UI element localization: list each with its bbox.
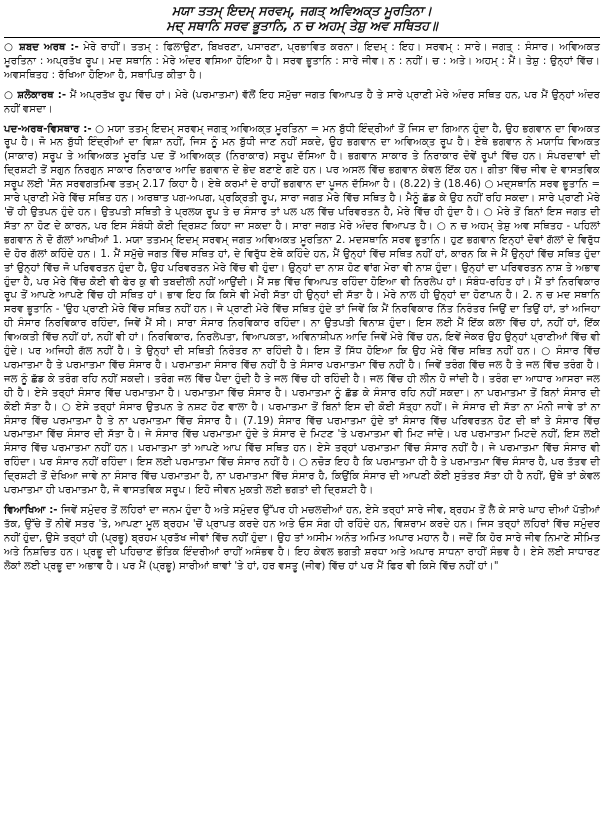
pad-arth-heading: ਪਦ-ਅਰਥ-ਵਿਸਥਾਰ :- [4, 123, 92, 135]
shabad-arth-text: ਮੇਰੇ ਰਾਹੀਂ। ਤਤਮ੍ : ਫਿਲਾਉਣਾ, ਬਿਖਰਣਾ, ਪਸਾਰਣਾ, ਪ੍ਰਭਾਵਿਤ ਕਰਨਾ। ਇਦਮ੍ : ਇਹ। ਸਰਵਮ੍ : ਸਾਰੇ। ਜਗਤ੍ : ਸੰਸਾਰ। ਅਵਿਅਕਤ ਮੂਰਤਿਨਾ : ਅਪ੍ਰਤੱਖ ਰੂਪ। ਮਦ ਸਥਾਨਿ : ਮੇਰੇ ਅੰਦਰ ਵਸਿਆ ਹੋਇਆ ਹੈ। ਸਰਵ ਭੂਤਾਨਿ : ਸਾਰੇ ਜੀਵ। ਨ : ਨਹੀਂ। ਚ : ਅਤੇ। ਅਹਮ੍ : ਮੈਂ। ਤੇਸ਼ੁ : ਉਨ੍ਹਾਂ ਵਿੱਚ। ਅਵਸਥਿਤਹ : ਰੱਖਿਆ ਹੋਇਆ ਹੈ, ਸਥਾਪਿਤ ਕੀਤਾ ਹੈ। [4, 42, 600, 81]
shlokarth-section [4, 89, 600, 117]
viakhia-text: ਜਿਵੇਂ ਸਮੁੰਦਰ ਤੋਂ ਲਹਿਰਾਂ ਦਾ ਜਨਮ ਹੁੰਦਾ ਹੈ ਅਤੇ ਸਮੁੰਦਰ ਉੱਪਰ ਹੀ ਮਚਲਦੀਆਂ ਹਨ, ਏਸੇ ਤਰ੍ਹਾਂ ਸਾਰੇ ਜੀਵ, ਬ੍ਰਹਮ ਤੋਂ ਲੈ ਕੇ ਸਾਰੇ ਘਾਹ ਦੀਆਂ ਪੱਤੀਆਂ ਤੱਕ, ਉੱਚੇ ਤੋਂ ਨੀਵੇਂ ਸਤਰ 'ਤੇ, ਆਪਣਾ ਮੂਲ ਬ੍ਰਹਮ 'ਚੋਂ ਪ੍ਰਾਪਤ ਕਰਦੇ ਹਨ ਅਤੇ ਓਸ ਸੰਗ ਹੀ ਰਹਿੰਦੇ ਹਨ, ਵਿਸ਼ਰਾਮ ਕਰਦੇ ਹਨ। ਜਿਸ ਤਰ੍ਹਾਂ ਲਹਿਰਾਂ ਵਿੱਚ ਸਮੁੰਦਰ ਨਹੀਂ ਹੁੰਦਾ, ਉਸੇ ਤਰ੍ਹਾਂ ਹੀ (ਪ੍ਰਭੂ) ਬ੍ਰਹਮ ਪ੍ਰਤੱਖ ਜੀਵਾਂ ਵਿੱਚ ਨਹੀਂ ਹੁੰਦਾ। ਉਹ ਤਾਂ ਅਸੀਮ ਅਨੰਤ ਅਮਿਤ ਅਪਾਰ ਮਹਾਨ ਹੈ। ਜਦੋਂ ਕਿ ਹੋਰ ਸਾਰੇ ਜੀਵ ਨਿਮਾਣੇ ਸੀਮਿਤ ਅਤੇ ਨਿਸ਼ਚਿਤ ਹਨ। ਪ੍ਰਭੂ ਦੀ ਪਹਿਚਾਣ ਭੌਤਿਕ ਇੰਦਰੀਆਂ ਰਾਹੀਂ ਅਸੰਭਵ ਹੈ। ਇਹ ਕੇਵਲ ਭਗਤੀ ਸ਼ਰਧਾ ਅਤੇ ਅਪਾਰ ਸਾਧਨਾ ਰਾਹੀਂ ਸੰਭਵ ਹੈ। ਏਸੇ ਲਈ ਸਾਧਾਰਣ ਲੋਕਾਂ ਲਈ ਪ੍ਰਭੂ ਦਾ ਅਭਾਵ ਹੈ। ਪਰ ਮੈਂ (ਪ੍ਰਭੂ) ਸਾਰੀਆਂ ਥਾਵਾਂ 'ਤੇ ਹਾਂ, ਹਰ ਵਸਤੂ (ਜੀਵ) ਵਿੱਚ ਹਾਂ ਪਰ ਮੈਂ ਫਿਰ ਵੀ ਕਿਸੇ ਵਿੱਚ ਨਹੀਂ ਹਾਂ।" [4, 505, 600, 572]
divider [4, 37, 600, 38]
shabad-arth-section [4, 41, 600, 83]
viakhia-heading: ਵਿਆਖਿਆ :- [4, 505, 58, 516]
shlokarth-heading: ○ ਸ਼ਲੋਕਾਰਥ :- [4, 89, 67, 101]
shlokarth-text: ਮੈਂ ਅਪ੍ਰਤੱਖ ਰੂਪ ਵਿੱਚ ਹਾਂ। ਮੇਰੇ (ਪਰਮਾਤਮਾ) ਵੱਲੋਂ ਇਹ ਸਮੁੱਚਾ ਜਗਤ ਵਿਆਪਤ ਹੈ ਤੇ ਸਾਰੇ ਪ੍ਰਾਣੀ ਮੇਰੇ ਅੰਦਰ ਸਥਿਤ ਹਨ, ਪਰ ਮੈਂ ਉਨ੍ਹਾਂ ਅੰਦਰ ਨਹੀਂ ਵਸਦਾ। [4, 89, 600, 115]
viakhia-section [4, 504, 600, 574]
verse-line-2: ਮਦ੍ ਸਥਾਨਿ ਸਰਵ ਭੂਤਾਨਿ, ਨ ਚ ਅਹਮ੍ ਤੇਸ਼ੁ ਅਵ ਸਥਿਤਹ॥ [166, 18, 438, 33]
shabad-arth-heading: ○ ਸ਼ਬਦ ਅਰਥ :- [4, 42, 79, 53]
pad-arth-section [4, 123, 600, 498]
verse-line-1: ਮਯਾ ਤਤਮ੍ ਇਦਮ੍ ਸਰਵਮ੍, ਜਗਤ੍ ਅਵਿਅਕ੍ਤ ਮੂਰਤਿਨਾ। [171, 3, 433, 18]
pad-arth-text: ○ ਮਯਾ ਤਤਮ੍ ਇਦਮ੍ ਸਰਵਮ੍ ਜਗਤ੍ ਅਵਿਅਕ੍ਤ ਮੂਰਤਿਨਾ = ਮਨ ਬੁੱਧੀ ਇੰਦ੍ਰੀਆਂ ਤੋਂ ਜਿਸ ਦਾ ਗਿਆਨ ਹੁੰਦਾ ਹੈ, ਉਹ ਭਗਵਾਨ ਦਾ ਵਿਅਕਤ ਰੂਪ ਹੈ। ਜੋ ਮਨ ਬੁੱਧੀ ਇੰਦ੍ਰੀਆਂ ਦਾ ਵਿਸ਼ਾ ਨਹੀਂ, ਜਿਸ ਨੂੰ ਮਨ ਬੁੱਧੀ ਜਾਣ ਨਹੀਂ ਸਕਦੇ, ਉਹ ਭਗਵਾਨ ਦਾ ਅਵਿਅਕ੍ਤ ਰੂਪ ਹੈ। ਏਥੇ ਭਗਵਾਨ ਨੇ ਮਯਾਧਿ ਵਿਅਕਤ (ਸਾਕਾਰ) ਸਰੂਪ ਤੇ ਅਵਿਅਕਤ ਮੂਰਤਿ ਪਦ ਤੋਂ ਅਵਿਅਕ੍ਤ (ਨਿਰਾਕਾਰ) ਸਰੂਪ ਦੱਸਿਆ ਹੈ। ਭਗਵਾਨ ਸਾਕਾਰ ਤੇ ਨਿਰਾਕਾਰ ਦੋਵੇਂ ਰੂਪਾਂ ਵਿੱਚ ਹਨ। ਸੰਪਰਦਾਵਾਂ ਦੀ ਦ੍ਰਿਸ਼ਟੀ ਤੋਂ ਸਗੁਨ ਨਿਰਗੁਨ ਸਾਕਾਰ ਨਿਰਾਕਾਰ ਆਦਿ ਭਗਵਾਨ ਦੇ ਭੇਦ ਬਣਾਏ ਗਏ ਹਨ। ਪਰ ਅਸਲ ਵਿੱਚ ਭਗਵਾਨ ਕੇਵਲ ਇੱਕ ਹਨ। ਗੀਤਾ ਵਿੱਚ ਜੀਵ ਦੇ ਵਾਸਤਵਿਕ ਸਰੂਪ ਲਈ 'ਸੋਨ ਸਰਵਗਤਮਿਵ ਤਤਮ੍ 2.17 ਕਿਹਾ ਹੈ। ਏਥੇ ਕਰਮਾਂ ਦੇ ਰਾਹੀਂ ਭਗਵਾਨ ਦਾ ਪੂਜਨ ਦੱਸਿਆ ਹੈ। (8.22) ਤੇ (18.46) ○ ਮਦ੍ਸਥਾਨਿ ਸਰਵ ਭੂਤਾਨਿ = ਸਾਰੇ ਪ੍ਰਾਣੀ ਮੇਰੇ ਵਿੱਚ ਸਥਿਤ ਹਨ। ਅਰਥਾਤ ਪਗ-ਅਪਗ, ਪ੍ਰਕ੍ਰਿਤੀ ਰੂਪ, ਸਾਰਾ ਜਗਤ ਮੇਰੇ ਵਿੱਚ ਸਥਿਤ ਹੈ। ਮੈਨੂੰ ਛੱਡ ਕੇ ਉਹ ਨਹੀਂ ਰਹਿ ਸਕਦਾ। ਸਾਰੇ ਪ੍ਰਾਣੀ ਮੇਰੇ 'ਚੋਂ ਹੀ ਉਤਪਨ ਹੁੰਦੇ ਹਨ। ਉਤਪਤੀ ਸਥਿਤੀ ਤੇ ਪ੍ਰਲਯ ਰੂਪ ਤੇ ਚ ਸੰਸਾਰ ਤਾਂ ਪਲ ਪਲ ਵਿੱਚ ਪਰਿਵਰਤਨ ਹੈ, ਮੇਰੇ ਵਿੱਚ ਹੀ ਹੁੰਦਾ ਹੈ। ○ ਮੇਰੇ ਤੋਂ ਬਿਨਾਂ ਇਸ ਜਗਤ ਦੀ ਸੱਤਾ ਨਾ ਹੋਣ ਦੇ ਕਾਰਨ, ਪਰ ਇਸ ਸੰਬੰਧੀ ਕੋਈ ਦ੍ਰਿਸ਼ਟ ਕਿਹਾ ਜਾ ਸਕਦਾ ਹੈ। ਸਾਰਾ ਜਗਤ ਮੇਰੇ ਅੰਦਰ ਵਿਆਪਤ ਹੈ। ○ ਨ ਚ ਅਹਮ੍ ਤੇਸ਼ੁ ਅਵ ਸਥਿਤਹ - ਪਹਿਲਾਂ ਭਗਵਾਨ ਨੇ ਦੋ ਗੱਲਾਂ ਆਖੀਆਂ 1. ਮਯਾ ਤਤਮਮ੍ ਇਦਮ੍ ਸਰਵਮ੍ ਜਗਤ ਅਵਿਅਕਤ ਮੂਰਤਿਨਾ 2. ਮਦਸਥਾਨਿ ਸਰਵ ਭੂਤਾਨਿ। ਹੁਣ ਭਗਵਾਨ ਇਨ੍ਹਾਂ ਦੋਵਾਂ ਗੱਲਾਂ ਦੇ ਵਿਰੁੱਧ ਦੋ ਹੋਰ ਗੱਲਾਂ ਕਹਿੰਦੇ ਹਨ। 1. ਮੈਂ ਸਮੁੱਚੇ ਜਗਤ ਵਿੱਚ ਸਥਿਤ ਹਾਂ, ਦੇ ਵਿਰੁੱਧ ਏਥੇ ਕਹਿੰਦੇ ਹਨ, ਮੈਂ ਉਨ੍ਹਾਂ ਵਿੱਚ ਸਥਿਤ ਨਹੀਂ ਹਾਂ, ਕਾਰਨ ਕਿ ਜੇ ਮੈਂ ਉਨ੍ਹਾਂ ਵਿੱਚ ਸਥਿਤ ਹੁੰਦਾ ਤਾਂ ਉਨ੍ਹਾਂ ਵਿੱਚ ਜੋ ਪਰਿਵਰਤਨ ਹੁੰਦਾ ਹੈ, ਉਹ ਪਰਿਵਰਤਨ ਮੇਰੇ ਵਿੱਚ ਵੀ ਹੁੰਦਾ। ਉਨ੍ਹਾਂ ਦਾ ਨਾਸ਼ ਹੋਣ ਵਾਂਗ ਮੇਰਾ ਵੀ ਨਾਸ਼ ਹੁੰਦਾ। ਉਨ੍ਹਾਂ ਦਾ ਪਰਿਵਰਤਨ ਨਾਸ਼ ਤੇ ਅਭਾਵ ਹੁੰਦਾ ਹੈ, ਪਰ ਮੇਰੇ ਵਿੱਚ ਕੋਈ ਵੀ ਫੇਰ ਕੁ ਵੀ ਤਬਦੀਲੀ ਨਹੀਂ ਆਉਂਦੀ। ਮੈਂ ਸਭ ਵਿੱਚ ਵਿਆਪਤ ਰਹਿੰਦਾ ਹੋਇਆ ਵੀ ਨਿਰਲੇਪ ਹਾਂ। ਸੰਬੰਧ-ਰਹਿਤ ਹਾਂ। ਮੈਂ ਤਾਂ ਨਿਰਵਿਕਾਰ ਰੂਪ ਤੋਂ ਆਪਣੇ ਆਪਣੇ ਵਿੱਚ ਹੀ ਸਥਿਤ ਹਾਂ। ਭਾਵ ਇਹ ਕਿ ਕਿਸੇ ਵੀ ਮੇਰੀ ਸੱਤਾ ਹੀ ਉਨ੍ਹਾਂ ਦੀ ਸੱਤਾ ਹੈ। ਮੇਰੇ ਨਾਲ ਹੀ ਉਨ੍ਹਾਂ ਦਾ ਹੋਣਾਪਨ ਹੈ। 2. ਨ ਚ ਮਦ ਸਥਾਨਿ ਸਰਵ ਭੂਤਾਨਿ - 'ਉਹ ਪ੍ਰਾਣੀ ਮੇਰੇ ਵਿੱਚ ਸਥਿਤ ਨਹੀਂ ਹਨ। ਜੇ ਪ੍ਰਾਣੀ ਮੇਰੇ ਵਿੱਚ ਸਥਿਤ ਹੁੰਦੇ ਤਾਂ ਜਿਵੇਂ ਕਿ ਮੈਂ ਨਿਰਵਿਕਾਰ ਨਿੱਤ ਨਿਰੰਤਰ ਜਿਉਂ ਦਾ ਤਿਉਂ ਹਾਂ, ਤਾਂ ਅਜਿਹਾ ਹੀ ਸੰਸਾਰ ਨਿਰਵਿਕਾਰ ਰਹਿੰਦਾ, ਜਿਵੇਂ ਮੈਂ ਸੀ। ਸਾਰਾ ਸੰਸਾਰ ਨਿਰਵਿਕਾਰ ਰਹਿੰਦਾ। ਨਾ ਉਤਪਤੀ ਵਿਨਾਸ਼ ਹੁੰਦਾ। ਇਸ ਲਈ ਮੈਂ ਇੱਕ ਕਲਾ ਵਿੱਚ ਹਾਂ, ਨਹੀਂ ਹਾਂ, ਇੱਕ ਵਿਅਕਤੀ ਵਿੱਚ ਨਹੀਂ ਹਾਂ, ਨਹੀਂ ਵੀ ਹਾਂ। ਨਿਰਵਿਕਾਰ, ਨਿਰਲੇਪਤਾ, ਵਿਆਪਕਤਾ, ਅਵਿਨਾਸ਼ੀਪਨ ਆਦਿ ਜਿਵੇਂ ਮੇਰੇ ਵਿੱਚ ਹਨ, ਇਵੇਂ ਜੇਕਰ ਉਹ ਉਨ੍ਹਾਂ ਪ੍ਰਾਣੀਆਂ ਵਿੱਚ ਵੀ ਹੁੰਦੇ। ਪਰ ਅਜਿਹੀ ਗੱਲ ਨਹੀਂ ਹੈ। ਤੇ ਉਨ੍ਹਾਂ ਦੀ ਸਥਿਤੀ ਨਿਰੰਤਰ ਨਾ ਰਹਿੰਦੀ ਹੈ। ਇਸ ਤੋਂ ਸਿੱਧ ਹੋਇਆ ਕਿ ਉਹ ਮੇਰੇ ਵਿੱਚ ਸਥਿਤ ਨਹੀਂ ਹਨ। ○ ਸੰਸਾਰ ਵਿੱਚ ਪਰਮਾਤਮਾ ਹੈ ਤੇ ਪਰਮਾਤਮਾ ਵਿੱਚ ਸੰਸਾਰ ਹੈ। ਪਰਮਾਤਮਾ ਸੰਸਾਰ ਵਿੱਚ ਨਹੀਂ ਹੈ ਤੇ ਸੰਸਾਰ ਪਰਮਾਤਮਾ ਵਿੱਚ ਨਹੀਂ ਹੈ। ਜਿਵੇਂ ਤਰੰਗ ਵਿੱਚ ਜਲ ਹੈ ਤੇ ਜਲ ਵਿੱਚ ਤਰੰਗ ਹੈ। ਜਲ ਨੂੰ ਛੱਡ ਕੇ ਤਰੰਗ ਰਹਿ ਨਹੀਂ ਸਕਦੀ। ਤਰੰਗ ਜਲ ਵਿੱਚ ਪੈਦਾ ਹੁੰਦੀ ਹੈ ਤੇ ਜਲ ਵਿੱਚ ਹੀ ਰਹਿੰਦੀ ਹੈ। ਜਲ ਵਿੱਚ ਹੀ ਲੀਨ ਹੋ ਜਾਂਦੀ ਹੈ। ਤਰੰਗ ਦਾ ਆਧਾਰ ਆਸਰਾ ਜਲ ਹੀ ਹੈ। ਏਸੇ ਤਰ੍ਹਾਂ ਸੰਸਾਰ ਵਿੱਚ ਪਰਮਾਤਮਾ ਹੈ। ਪਰਮਾਤਮਾ ਵਿੱਚ ਸੰਸਾਰ ਹੈ। ਪਰਮਾਤਮਾ ਨੂੰ ਛੱਡ ਕੇ ਸੰਸਾਰ ਰਹਿ ਨਹੀਂ ਸਕਦਾ। ਨਾ ਪਰਮਾਤਮਾ ਤੋਂ ਬਿਨਾਂ ਸੰਸਾਰ ਦੀ ਕੋਈ ਸੱਤਾ ਹੈ। ○ ਏਸੇ ਤਰ੍ਹਾਂ ਸੰਸਾਰ ਉਤਪਨ ਤੇ ਨਸ਼ਟ ਹੋਣ ਵਾਲਾ ਹੈ। ਪਰਮਾਤਮਾ ਤੋਂ ਬਿਨਾਂ ਇਸ ਦੀ ਕੋਈ ਸੱਤ੍ਹਾ ਨਹੀਂ। ਜੇ ਸੰਸਾਰ ਦੀ ਸੱਤਾ ਨਾ ਮੰਨੀ ਜਾਵੇ ਤਾਂ ਨਾ ਸੰਸਾਰ ਵਿੱਚ ਪਰਮਾਤਮਾ ਹੈ ਤੇ ਨਾ ਪਰਮਾਤਮਾ ਵਿੱਚ ਸੰਸਾਰ ਹੈ। (7.19) ਸੰਸਾਰ ਵਿੱਚ ਪਰਮਾਤਮਾ ਹੁੰਦੇ ਤਾਂ ਸੰਸਾਰ ਵਿੱਚ ਪਰਿਵਰਤਨ ਹੋਣ ਦੀ ਥਾਂ ਤੇ ਸੰਸਾਰ ਵਿੱਚ ਪਰਮਾਤਮਾ ਵਿੱਚ ਸੰਸਾਰ ਦੀ ਸੱਤਾ ਹੈ। ਜੇ ਸੰਸਾਰ ਵਿੱਚ ਪਰਮਾਤਮਾ ਹੁੰਦੇ ਤੇ ਸੰਸਾਰ ਦੇ ਮਿਟਣ 'ਤੇ ਪਰਮਾਤਮਾ ਵੀ ਮਿਟ ਜਾਂਦੇ। ਪਰ ਪਰਮਾਤਮਾ ਮਿਟਦੇ ਨਹੀਂ, ਇਸ ਲਈ ਸੰਸਾਰ ਵਿੱਚ ਪਰਮਾਤਮਾ ਨਹੀਂ ਹਨ। ਪਰਮਾਤਮਾ ਤਾਂ ਆਪਣੇ ਆਪ ਵਿੱਚ ਸਥਿਤ ਹਨ। ਏਸੇ ਤਰ੍ਹਾਂ ਪਰਮਾਤਮਾ ਵਿੱਚ ਸੰਸਾਰ ਨਹੀਂ ਹੈ। ਜੇ ਪਰਮਾਤਮਾ ਵਿੱਚ ਸੰਸਾਰ ਵੀ ਰਹਿੰਦਾ। ਪਰ ਸੰਸਾਰ ਨਹੀਂ ਰਹਿੰਦਾ। ਇਸ ਲਈ ਪਰਮਾਤਮਾ ਵਿੱਚ ਸੰਸਾਰ ਨਹੀਂ ਹੈ। ○ ਨਚੋੜ ਇਹ ਹੈ ਕਿ ਪਰਮਾਤਮਾ ਹੀ ਹੈ ਤੇ ਪਰਮਾਤਮਾ ਵਿੱਚ ਸੰਸਾਰ ਹੈ, ਪਰ ਤੱਤਵ ਦੀ ਦ੍ਰਿਸ਼ਟੀ ਤੋਂ ਦੇਖਿਆ ਜਾਵੇ ਨਾ ਸੰਸਾਰ ਵਿੱਚ ਪਰਮਾਤਮਾ ਹੈ, ਨਾ ਪਰਮਾਤਮਾ ਵਿੱਚ ਸੰਸਾਰ ਹੈ, ਕਿਉਂਕਿ ਸੰਸਾਰ ਦੀ ਆਪਣੀ ਕੋਈ ਸੁਤੰਤਰ ਸੱਤਾ ਹੀ ਹੈ ਨਹੀਂ, ਉਥੇ ਤਾਂ ਕੇਵਲ ਪਰਮਾਤਮਾ ਹੀ ਪਰਮਾਤਮਾ ਹੈ, ਜੋ ਵਾਸਤਵਿਕ ਸਰੂਪ। ਇਹੋ ਜੀਵਨ ਮੁਕਤੀ ਲਈ ਭਗਤਾਂ ਦੀ ਦ੍ਰਿਸ਼ਟੀ ਹੈ। [4, 123, 600, 497]
